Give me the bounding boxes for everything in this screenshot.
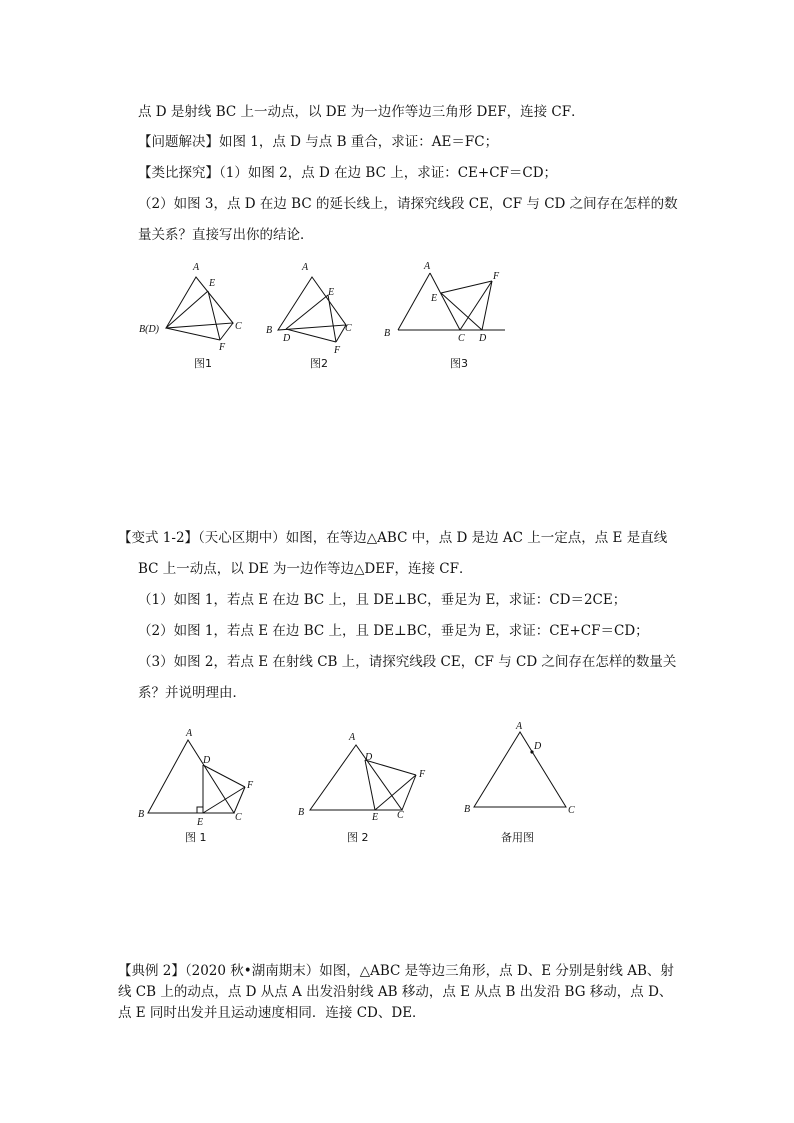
s2-line-6: 系？并说明理由． xyxy=(138,685,246,701)
s2-f3-label-b: B xyxy=(464,804,471,815)
s1-f3-label-e: E xyxy=(431,293,438,304)
s1-f3-label-a: A xyxy=(424,261,431,272)
s1-line-3: 【类比探究】（1）如图 2，点 D 在边 BC 上，求证：CE+CF＝CD； xyxy=(138,165,558,181)
s2-f1-label-a: A xyxy=(186,728,193,739)
s2-figure-2 xyxy=(292,725,437,850)
s1-f1-seg-cf xyxy=(220,323,233,340)
s2-f3-label-d: D xyxy=(534,741,542,752)
s2-f2-label-a: A xyxy=(349,732,356,743)
s1-line-1: 点 D 是射线 BC 上一动点，以 DE 为一边作等边三角形 DEF，连接 CF． xyxy=(138,104,585,120)
s2-f1-label-f: F xyxy=(247,780,254,791)
s2-f1-right-angle-mark xyxy=(197,807,203,813)
s1-f2-seg-de xyxy=(286,295,328,329)
s2-f2-label-d: D xyxy=(365,752,373,763)
s2-line-3: （1）如图 1，若点 E 在边 BC 上，且 DE⊥BC，垂足为 E，求证：CD＝2CE； xyxy=(138,592,627,608)
s1-f1-triangle-abc xyxy=(166,277,233,328)
s1-f1-seg-be xyxy=(166,291,208,328)
s2-f2-label-e: E xyxy=(372,812,379,823)
s1-f2-label-d: D xyxy=(283,333,291,344)
s1-f2-label-a: A xyxy=(302,262,309,273)
s1-f2-seg-ef xyxy=(328,295,336,342)
s1-f2-seg-df xyxy=(286,329,336,342)
s1-f1-seg-ef xyxy=(208,291,220,340)
s1-f1-caption: 图1 xyxy=(194,357,212,370)
s1-f2-label-c: C xyxy=(345,323,352,334)
s1-f3-seg-ed xyxy=(441,293,482,330)
s1-f1-seg-bf xyxy=(166,328,220,340)
s1-f2-caption: 图2 xyxy=(310,357,328,370)
s2-f2-caption: 图 2 xyxy=(347,831,369,844)
s1-line-4: （2）如图 3，点 D 在边 BC 的延长线上，请探究线段 CE，CF 与 CD 之间存在怎样的数 xyxy=(138,196,678,212)
s2-f2-label-f: F xyxy=(419,769,426,780)
s1-f3-seg-ab xyxy=(398,273,430,330)
s1-f2-triangle-abc xyxy=(278,277,346,330)
s2-f1-seg-df xyxy=(203,765,245,787)
s1-f3-label-d: D xyxy=(479,333,487,344)
s1-f1-label-e: E xyxy=(209,278,216,289)
s1-f2-label-b: B xyxy=(266,325,273,336)
s2-line-5: （3）如图 2，若点 E 在射线 CB 上，请探究线段 CE，CF 与 CD 之间存在怎样的数量关 xyxy=(138,654,677,670)
s1-line-2: 【问题解决】如图 1，点 D 与点 B 重合，求证：AE＝FC； xyxy=(138,134,499,150)
s1-f2-label-f: F xyxy=(334,345,341,356)
s2-f1-label-e: E xyxy=(197,817,204,828)
s1-f3-label-b: B xyxy=(384,328,391,339)
s2-f2-seg-df xyxy=(365,760,416,775)
s1-figure-3 xyxy=(378,255,513,375)
s2-line-4: （2）如图 1，若点 E 在边 BC 上，且 DE⊥BC，垂足为 E，求证：CE+CF＝CD； xyxy=(138,623,649,639)
s3-line-3: 点 E 同时出发并且运动速度相同．连接 CD、DE． xyxy=(118,1005,426,1021)
s2-f3-caption: 备用图 xyxy=(501,831,534,844)
s2-f3-label-a: A xyxy=(516,721,523,732)
s2-figure-3 xyxy=(458,715,588,850)
s2-f2-label-c: C xyxy=(397,810,404,821)
s2-f3-triangle-abc xyxy=(474,732,566,807)
s2-line-1: 【变式 1-2】（天心区期中）如图，在等边△ABC 中，点 D 是边 AC 上一定点，点 E 是直线 xyxy=(118,530,668,546)
s3-line-1: 【典例 2】（2020 秋•湖南期末）如图，△ABC 是等边三角形，点 D、E 分别是射线 AB、射 xyxy=(118,963,674,979)
s1-f3-label-c: C xyxy=(458,333,465,344)
s2-f2-triangle-abc xyxy=(310,745,402,810)
s1-f1-label-b: B(D) xyxy=(139,324,159,335)
s2-f1-label-b: B xyxy=(138,809,145,820)
s3-line-2: 线 CB 上的动点，点 D 从点 A 出发沿射线 AB 移动，点 E 从点 B 出发沿 BG 移动，点 D、 xyxy=(118,984,673,1000)
s1-f3-label-f: F xyxy=(493,271,500,282)
s2-f3-label-c: C xyxy=(568,805,575,816)
s2-f1-label-c: C xyxy=(235,812,242,823)
s2-line-2: BC 上一动点，以 DE 为一边作等边△DEF，连接 CF． xyxy=(138,561,473,577)
s1-f1-label-c: C xyxy=(235,321,242,332)
s2-f2-seg-de xyxy=(365,760,375,810)
s2-f2-label-b: B xyxy=(298,807,305,818)
s2-f1-label-d: D xyxy=(203,755,211,766)
s1-figure-1 xyxy=(130,255,250,375)
s2-figure-1 xyxy=(130,725,275,850)
s1-f3-seg-ef xyxy=(441,281,492,293)
s2-f2-seg-cf xyxy=(402,775,416,810)
s1-figure-2 xyxy=(262,255,382,375)
s1-f3-caption: 图3 xyxy=(450,357,468,370)
s2-f1-seg-ef xyxy=(203,787,245,813)
s2-f1-caption: 图 1 xyxy=(185,831,207,844)
s1-f1-label-a: A xyxy=(193,262,200,273)
s1-line-5: 量关系？直接写出你的结论． xyxy=(138,227,314,243)
s1-f1-label-f: F xyxy=(219,342,226,353)
s1-f2-label-e: E xyxy=(328,287,335,298)
